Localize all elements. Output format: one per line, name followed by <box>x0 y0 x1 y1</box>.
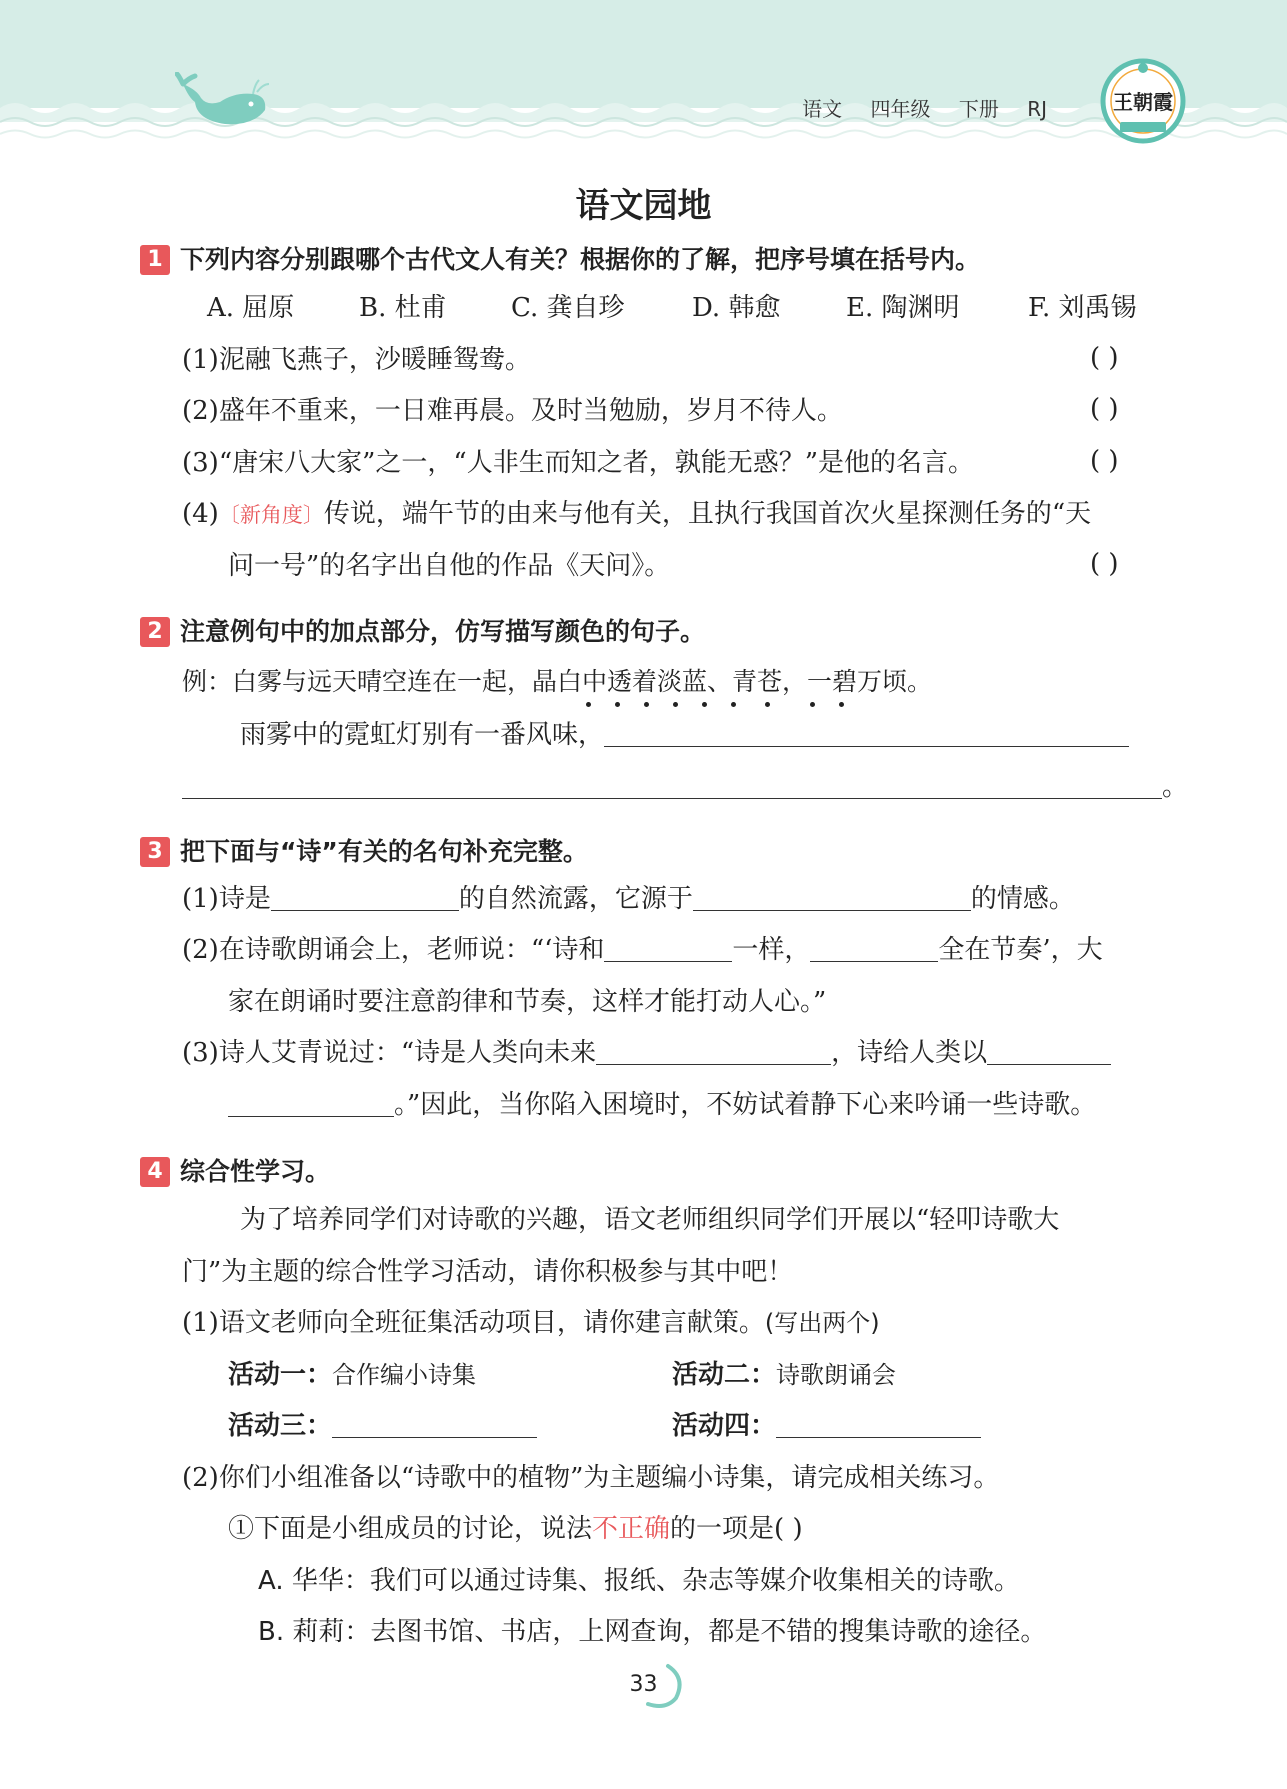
q1-item-4 <box>182 497 1091 532</box>
q3-blank-1[interactable] <box>271 884 459 911</box>
activity-3-blank[interactable] <box>332 1411 537 1438</box>
q1-options <box>207 291 1137 325</box>
q2-answer-line-2[interactable] <box>182 772 1162 799</box>
q1-item-4-cont: 问一号”的名字出自他的作品《天问》。 <box>228 551 671 581</box>
q3-item-3-text-a: (3)诗人艾青说过：“诗是人类向未来 <box>182 1038 597 1068</box>
option-a: A. 屈原 <box>207 293 295 323</box>
activity-1 <box>228 1358 476 1392</box>
question-1-prompt <box>140 240 980 276</box>
q2-end-mark: 。 <box>1162 772 1189 802</box>
q1-answer-3[interactable]: ( ) <box>1090 446 1119 476</box>
emphasis-dot <box>673 702 678 707</box>
emphasis-dot <box>702 702 707 707</box>
q2-task-text: 雨雾中的霓虹灯别有一番风味， <box>240 720 605 750</box>
q3-item-2-text-b: 一样， <box>732 935 811 965</box>
activity-3 <box>228 1409 537 1443</box>
q2-answer-line-1[interactable] <box>604 720 1129 747</box>
emphasis-dot <box>839 702 844 707</box>
question-4-prompt <box>140 1152 330 1188</box>
q3-blank-5[interactable] <box>596 1038 831 1065</box>
question-3-prompt <box>140 832 588 868</box>
activity-2-value: 诗歌朗诵会 <box>776 1361 897 1389</box>
q3-item-1-text-b: 的自然流露，它源于 <box>458 884 693 914</box>
option-f: F. 刘禹锡 <box>1028 293 1137 323</box>
q4-part-1-note: (写出两个) <box>764 1309 880 1337</box>
question-4-text: 综合性学习。 <box>180 1157 331 1186</box>
question-1-text: 下列内容分别跟哪个古代文人有关？根据你的了解，把序号填在括号内。 <box>180 245 981 274</box>
q3-item-3-text-b: ，诗给人类以 <box>831 1038 988 1068</box>
q4-intro-1: 为了培养同学们对诗歌的兴趣，语文老师组织同学们开展以“轻叩诗歌大 <box>240 1205 1060 1235</box>
q1-item-4-text: 传说，端午节的由来与他有关，且执行我国首次火星探测任务的“天 <box>323 499 1092 529</box>
q4-option-b-text: 去图书馆、书店，上网查询，都是不错的搜集诗歌的途径。 <box>370 1617 1047 1647</box>
q3-item-3-cont <box>228 1088 1096 1122</box>
q4-sub-1-text-a: ①下面是小组成员的讨论，说法 <box>228 1514 593 1544</box>
activity-4-label: 活动四： <box>672 1411 777 1441</box>
grade-label: 四年级 <box>870 97 931 121</box>
q3-item-2 <box>182 933 1103 967</box>
emphasis-dot <box>615 702 620 707</box>
option-e: E. 陶渊明 <box>846 293 960 323</box>
activity-2-label: 活动二： <box>672 1360 777 1390</box>
q1-item-2: (2)盛年不重来，一日难再晨。及时当勉励，岁月不待人。 <box>182 396 843 426</box>
q4-option-a-text: 我们可以通过诗集、报纸、杂志等媒介收集相关的诗歌。 <box>369 1566 1020 1596</box>
q3-blank-3[interactable] <box>604 935 732 962</box>
q1-item-1: (1)泥融飞燕子，沙暖睡鸳鸯。 <box>182 345 531 375</box>
emphasis-dot <box>810 702 815 707</box>
option-d: D. 韩愈 <box>692 293 781 323</box>
q4-option-b <box>258 1615 1046 1649</box>
q3-item-1-text-c: 的情感。 <box>970 884 1075 914</box>
emphasis-dot <box>586 702 591 707</box>
q2-answer-row <box>182 770 1188 804</box>
brand-name: 王朝霞 <box>1113 90 1173 114</box>
question-2-prompt <box>140 612 705 648</box>
q3-item-3-text-c: 。”因此，当你陷入困境时，不妨试着静下心来吟诵一些诗歌。 <box>394 1090 1097 1120</box>
page-number: 33 <box>629 1672 658 1697</box>
activity-1-label: 活动一： <box>228 1360 333 1390</box>
q2-example: 例：白雾与远天晴空连在一起，晶白中透着淡蓝、青苍，一碧万顷。 <box>182 667 933 696</box>
q4-sub-1 <box>228 1512 803 1546</box>
q3-item-2-cont: 家在朗诵时要注意韵律和节奏，这样才能打动人心。” <box>228 987 827 1017</box>
q3-item-1-text-a: (1)诗是 <box>182 884 271 914</box>
q3-blank-7[interactable] <box>228 1090 394 1117</box>
q3-item-2-text-a: (2)在诗歌朗诵会上，老师说：“‘诗和 <box>182 935 605 965</box>
question-3-text: 把下面与“诗”有关的名句补充完整。 <box>180 837 588 866</box>
activity-4 <box>672 1409 981 1443</box>
q3-item-2-text-c: 全在节奏’，大 <box>938 935 1103 965</box>
q4-option-b-label: B. 莉莉： <box>258 1617 371 1647</box>
q3-blank-2[interactable] <box>693 884 971 911</box>
brand-logo <box>1100 58 1186 144</box>
volume-label: 下册 <box>958 97 999 121</box>
q3-blank-6[interactable] <box>987 1038 1111 1065</box>
q4-option-a <box>258 1564 1020 1598</box>
activity-4-blank[interactable] <box>776 1411 981 1438</box>
emphasis-dot <box>765 702 770 707</box>
subject-label: 语文 <box>802 97 843 121</box>
q2-task <box>240 718 1129 752</box>
question-3-number: 3 <box>140 837 170 867</box>
emphasis-dot <box>644 702 649 707</box>
question-4-number: 4 <box>140 1157 170 1187</box>
header-band <box>0 0 1287 150</box>
question-2-number: 2 <box>140 617 170 647</box>
q1-answer-1[interactable]: ( ) <box>1090 343 1119 373</box>
q4-option-a-label: A. 华华： <box>258 1566 370 1596</box>
q3-item-1 <box>182 882 1075 916</box>
q3-blank-4[interactable] <box>810 935 938 962</box>
page-title: 语文园地 <box>575 186 712 226</box>
whale-icon <box>175 72 275 132</box>
option-b: B. 杜甫 <box>359 293 447 323</box>
q4-part-2: (2)你们小组准备以“诗歌中的植物”为主题编小诗集，请完成相关练习。 <box>182 1463 1000 1493</box>
activity-1-value: 合作编小诗集 <box>332 1361 477 1389</box>
q1-answer-4[interactable]: ( ) <box>1090 549 1119 579</box>
activity-2 <box>672 1358 896 1392</box>
new-angle-tag: 〔新角度〕 <box>218 503 324 527</box>
q3-item-3 <box>182 1036 1111 1070</box>
q4-sub-1-text-b: 的一项是( ) <box>670 1514 803 1544</box>
activity-3-label: 活动三： <box>228 1411 333 1441</box>
question-2-text: 注意例句中的加点部分，仿写描写颜色的句子。 <box>180 617 706 646</box>
q1-item-3: (3)“唐宋八大家”之一，“人非生而知之者，孰能无惑？”是他的名言。 <box>182 448 974 478</box>
book-info <box>780 93 1047 122</box>
q4-part-1-text: (1)语文老师向全班征集活动项目，请你建言献策。 <box>182 1308 765 1338</box>
q4-intro-2: 门”为主题的综合性学习活动，请你积极参与其中吧！ <box>182 1257 794 1287</box>
q1-answer-2[interactable]: ( ) <box>1090 394 1119 424</box>
q4-part-1 <box>182 1306 880 1340</box>
q1-item-4-number: (4) <box>182 499 219 529</box>
question-1-number: 1 <box>140 245 170 275</box>
edition-label: RJ <box>1027 97 1047 121</box>
emphasis-dot <box>731 702 736 707</box>
incorrect-keyword: 不正确 <box>592 1514 671 1544</box>
option-c: C. 龚自珍 <box>511 293 625 323</box>
